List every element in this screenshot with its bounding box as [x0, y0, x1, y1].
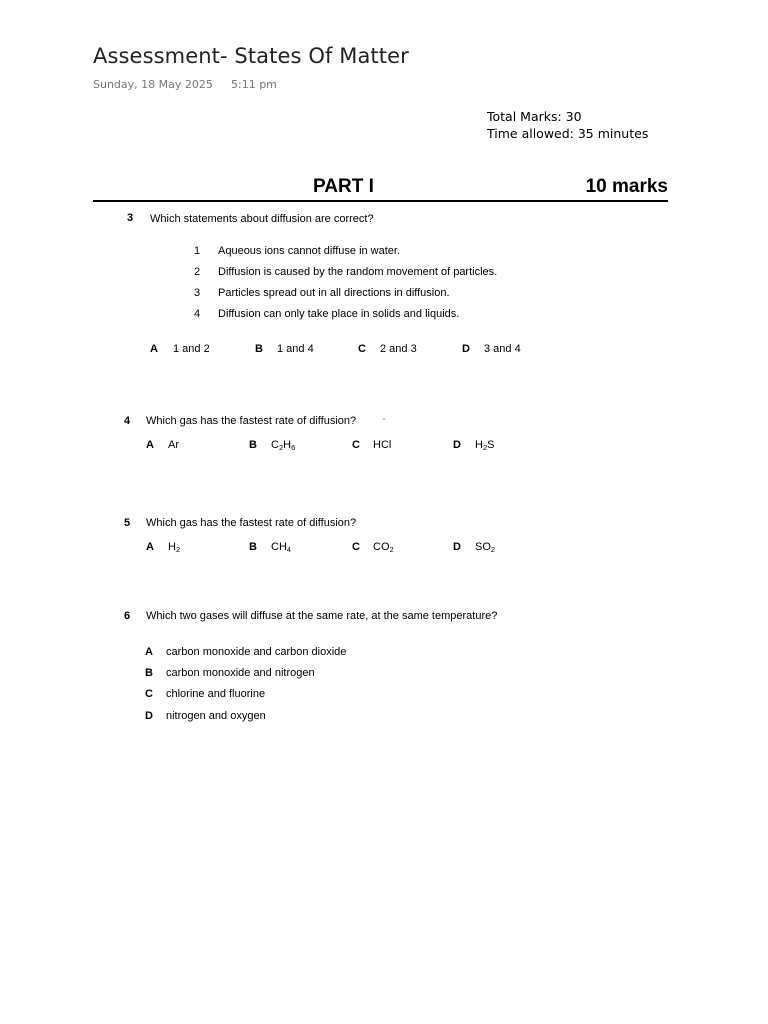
option-formula: $H_2S$: [475, 439, 495, 452]
statement-text: Diffusion can only take place in solids and liquids.: [218, 308, 460, 320]
statement-text: Diffusion is caused by the random movement of particles.: [218, 266, 498, 278]
option-text: carbon monoxide and nitrogen: [166, 667, 315, 679]
statement-number: 2: [194, 266, 201, 278]
option-text: nitrogen and oxygen: [166, 710, 266, 722]
page-title: Assessment- States Of Matter: [93, 44, 409, 68]
question-number: 6: [124, 610, 131, 622]
option-letter: B: [249, 541, 257, 553]
part-header: [93, 176, 668, 202]
option-letter: C: [352, 439, 360, 451]
option-formula: $C_2H_6$: [271, 439, 296, 452]
option-text: Ar: [168, 439, 179, 451]
question-text: Which gas has the fastest rate of diffusion?: [146, 517, 357, 529]
question-number: 5: [124, 517, 131, 529]
option-letter: D: [453, 439, 461, 451]
page-date: Sunday, 18 May 2025: [93, 78, 213, 91]
option-letter: C: [358, 343, 366, 355]
time-allowed: Time allowed: 35 minutes: [487, 125, 649, 141]
option-letter: C: [352, 541, 360, 553]
page-time: 5:11 pm: [231, 78, 277, 91]
question-text: Which statements about diffusion are correct?: [150, 213, 374, 225]
statement-number: 4: [194, 308, 201, 320]
option-formula: $CH_4$: [271, 541, 292, 554]
option-text: 2 and 3: [380, 343, 417, 355]
option-formula: $SO_2$: [475, 541, 496, 554]
option-letter: A: [146, 541, 154, 553]
statement-text: Particles spread out in all directions in diffusion.: [218, 287, 450, 299]
option-letter: D: [145, 710, 153, 722]
option-letter: A: [145, 646, 153, 658]
option-letter: A: [146, 439, 154, 451]
question-number: 4: [124, 415, 131, 427]
option-text: HCl: [373, 439, 392, 451]
question-text: Which two gases will diffuse at the same rate, at the same temperature?: [146, 610, 498, 622]
option-text: chlorine and fluorine: [166, 688, 266, 700]
part-title: PART I: [313, 176, 374, 197]
option-text: carbon monoxide and carbon dioxide: [166, 646, 347, 658]
total-marks: Total Marks: 30: [487, 109, 582, 124]
option-letter: B: [255, 343, 263, 355]
part-marks: 10 marks: [585, 176, 668, 197]
option-letter: B: [249, 439, 257, 451]
statement-number: 3: [194, 287, 201, 299]
option-letter: A: [150, 343, 158, 355]
statement-number: 1: [194, 245, 201, 257]
option-text: 1 and 2: [173, 343, 210, 355]
question-text: Which gas has the fastest rate of diffusion?: [146, 415, 357, 427]
option-text: 1 and 4: [277, 343, 314, 355]
option-formula: $H_2$: [168, 541, 181, 554]
stray-mark: [383, 418, 385, 420]
option-text: 3 and 4: [484, 343, 521, 355]
option-letter: C: [145, 688, 153, 700]
option-letter: D: [453, 541, 461, 553]
option-letter: D: [462, 343, 470, 355]
statement-text: Aqueous ions cannot diffuse in water.: [218, 245, 401, 257]
option-letter: B: [145, 667, 153, 679]
option-formula: $CO_2$: [373, 541, 394, 554]
marks-info: [487, 109, 648, 142]
question-number: 3: [127, 212, 134, 224]
